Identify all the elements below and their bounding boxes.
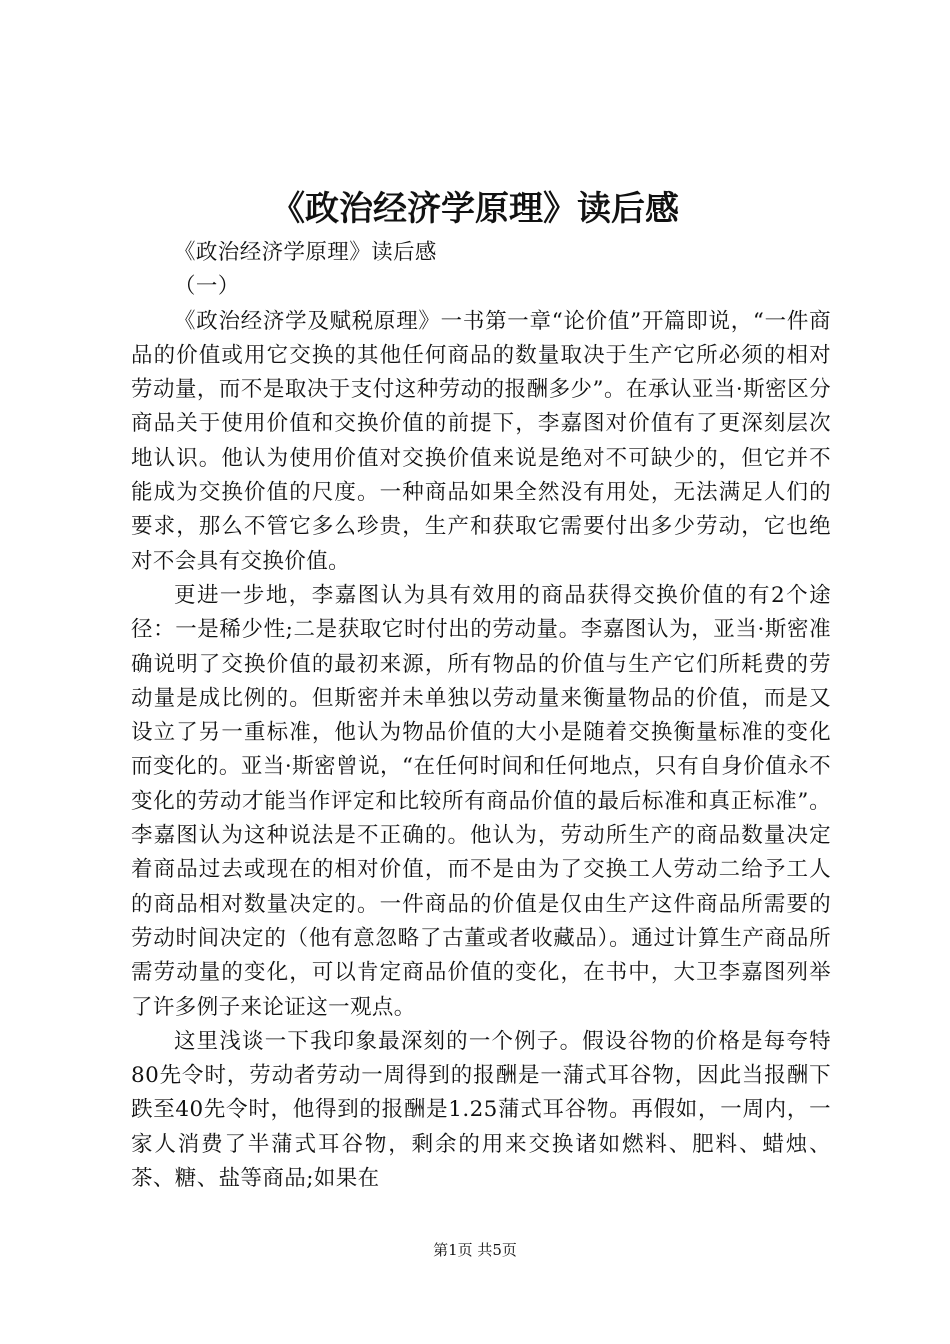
section-number: （一） [174, 274, 240, 300]
body-paragraph: 更进一步地，李嘉图认为具有效用的商品获得交换价值的有2个途径：一是稀少性;二是获取它时付出的劳动量。李嘉图认为，亚当·斯密准确说明了交换价值的最初来源，所有物品的价值与生产它们所耗费的劳动量是成比例的。但斯密并未单独以劳动量来衡量物品的价值，而是又设立了另一重标准，他认为物品价值的大小是随着交换衡量标准的变化而变化的。亚当·斯密曾说，“在任何时间和任何地点，只有自身价值永不变化的劳动才能当作评定和比较所有商品价值的最后标准和真正标准”。李嘉图认为这种说法是不正确的。他认为，劳动所生产的商品数量决定着商品过去或现在的相对价值，而不是由为了交换工人劳动二给予工人的商品相对数量决定的。一件商品的价值是仅由生产这件商品所需要的劳动时间决定的（他有意忽略了古董或者收藏品）。通过计算生产商品所需劳动量的变化，可以肯定商品价值的变化，在书中，大卫李嘉图列举了许多例子来论证这一观点。 [131, 582, 831, 1020]
document-body [131, 236, 831, 1196]
body-paragraph: 《政治经济学及赋税原理》一书第一章“论价值”开篇即说，“一件商品的价值或用它交换的其他任何商品的数量取决于生产它所必须的相对劳动量，而不是取决于支付这种劳动的报酬多少”。在承认亚当·斯密区分商品关于使用价值和交换价值的前提下，李嘉图对价值有了更深刻层次地认识。他认为使用价值对交换价值来说是绝对不可缺少的，但它并不能成为交换价值的尺度。一种商品如果全然没有用处，无法满足人们的要求，那么不管它多么珍贵，生产和获取它需要付出多少劳动，它也绝对不会具有交换价值。 [131, 308, 831, 574]
document-title: 《政治经济学原理》读后感 [271, 189, 679, 229]
page-footer: 第1页 共5页 [433, 1241, 517, 1259]
subtitle-paragraph: 《政治经济学原理》读后感 [174, 240, 437, 265]
body-paragraph: 这里浅谈一下我印象最深刻的一个例子。假设谷物的价格是每夸特80先令时，劳动者劳动一周得到的报酬是一蒲式耳谷物，因此当报酬下跌至40先令时，他得到的报酬是1.25蒲式耳谷物。再假如，一周内，一家人消费了半蒲式耳谷物，剩余的用来交换诸如燃料、肥料、蜡烛、茶、糖、盐等商品;如果在 [131, 1028, 831, 1192]
